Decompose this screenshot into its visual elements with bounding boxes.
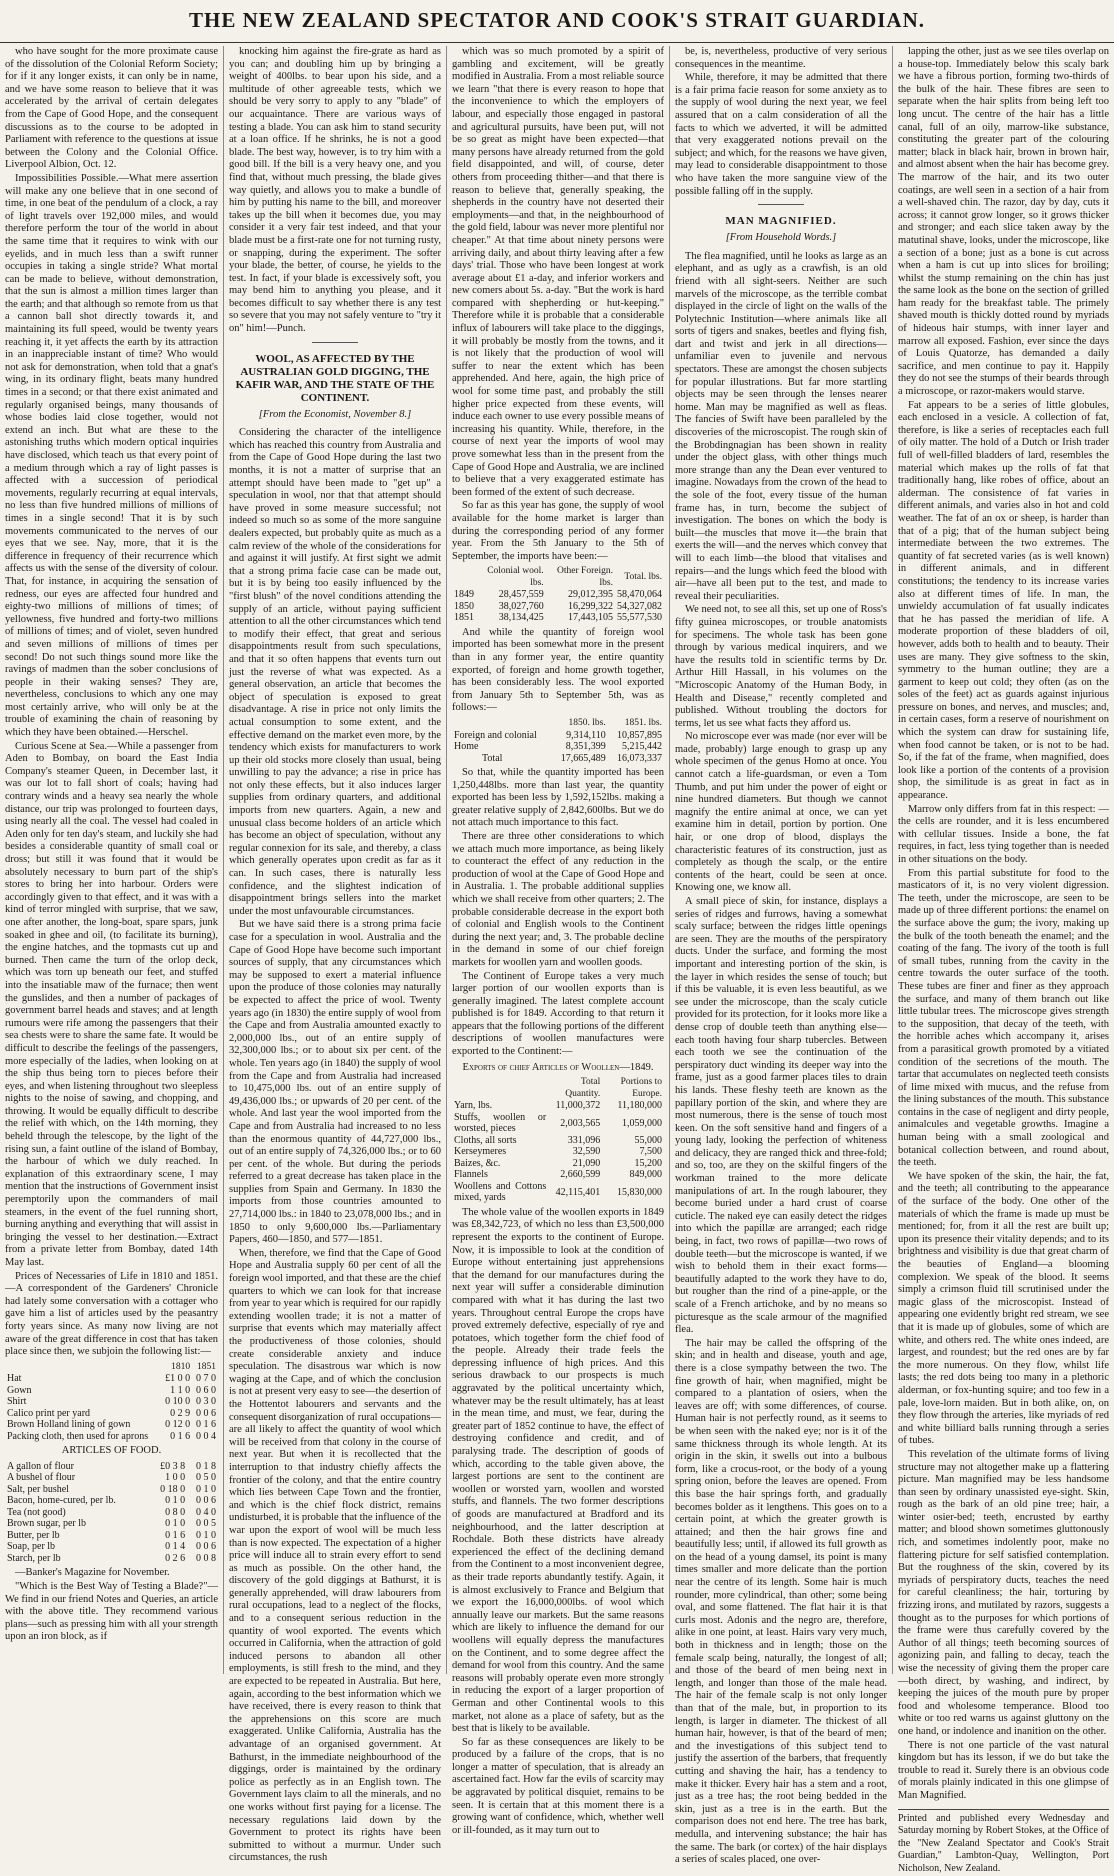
- food-prices-table: [5, 1461, 218, 1565]
- paragraph: So far as this year has gone, the supply of wool available for the home market is larger than during the corresponding period of any former year. From the 5th January to the 5th of September, the imports have been:—: [452, 500, 664, 562]
- table-row: Flannels 2,660,599 849,000: [454, 1169, 662, 1181]
- paragraph: So that, while the quantity imported has been 1,250,448lbs. more than last year, the quantity exported has been less by 1,592,152lbs. making a greater relative supply of 2,842,600lbs. But we do not attach much importance to this fact.: [452, 767, 664, 829]
- paragraph: Considering the character of the intelligence which has reached this country from Australia and from the Cape of Good Hope during the last two months, it is not a matter of surprise that an attempt should have been made to "get up" a speculation in wool, nor that that attempt should have proved in some measure successful; not indeed so much so as some of the more sanguine dealers expected, but probably quite as much as a calm review of the whole of the considerations for and against it will justify. At first sight we admit that a strong prima facie case can be made out, but it is by being too easily influenced by the "first blush" of the novel conditions attending the supply of an article, without paying sufficient attention to all the other circumstances which tend to modify their effect, that great and serious disappointments result from such speculations, and that it so often happens that events turn out just the reverse of what was expected. As a general observation, an article that becomes the object of speculation is exposed to great disadvantage. A rise in price not only limits the actual consumption to some extent, and the effective demand on the market even more, by the tendency which exists for manufacturers to work up their old stocks more closely than usual, being unwilling to pay the advance; a rise in price has not only these effects, but it also induces larger supplies from ordinary quarters, and additional imports from new quarters. Again, a new and unusual class become holders of an article which has become an object of speculation, without any regular connexion for its sale, and thereby, a class which generally operates upon credit as far as it can. In such cases, there is naturally less confidence, and the slightest indication of disappointment brings sellers into the market under the most unfavourable circumstances.: [229, 427, 441, 917]
- exports-table: 1850. lbs. 1851. lbs. Foreign and colonial 9,314,110 10,857,895 Home 8,351,399 5,215,442 Total 17,665,489 16,073,337: [454, 718, 662, 764]
- table-row: A bushel of flour 1 0 0 0 5 0: [7, 1472, 216, 1484]
- article-heading: WOOL, AS AFFECTED BY THE AUSTRALIAN GOLD DIGGING, THE KAFIR WAR, AND THE STATE OF THE CONTINENT.: [235, 352, 435, 404]
- table-row: 1850 38,027,760 16,299,322 54,327,082: [454, 600, 662, 612]
- paragraph: And while the quantity of foreign wool imported has been somewhat more in the present than in any former year, the entire quantity exported, of foreign and home growth together, has been considerably less. The wool exported from January 5th to September 5th, was as follows:—: [452, 626, 664, 714]
- imports-table: Colonial wool. lbs. Other Foreign. lbs. Total. lbs. 1849 28,457,559 29,012,395 58,470,064 1850 38,027,760 16,299,322 54,327,082 1851 38,134,425 17,443,105 55,577,530: [454, 566, 662, 624]
- columns: [0, 46, 1114, 1874]
- prices-table: [5, 1362, 218, 1443]
- paragraph: So far as these consequences are likely to be produced by a failure of the crops, that is no longer a matter of speculation, that is already an ascertained fact. How far the evils of scarcity may be aggravated by political disquiet, remains to be seen. It is certain that at this moment there is a growing want of confidence, which, whether well or ill-founded, as it may turn out to: [452, 1736, 664, 1836]
- table-row: Home 8,351,399 5,215,442: [454, 741, 662, 752]
- column-2: [223, 46, 446, 1864]
- paragraph: Curious Scene at Sea.—While a passenger from Aden to Bombay, on board the East India Company's steamer Queen, in December last, it was our lot to fall short of coals; having had contrary winds and a heavy sea nearly the whole distance, our trip was prolonged to fourteen days, using nearly all the coal. The vessel had coaled in Aden only for ten day's steam, and luckily she had besides a considerable quantity of small coal or dross; but still it was found that it would be absolutely necessary to burn part of the ship's stores to bring her into harbour. Orders were accordingly given to that effect, and it was with a kind of terror mingled with surprise, that we saw, one after another, the long-boat, spare spars, junk soaked in ghee and oil, (to facilitate its burning), the engine hatches, and the topmasts cut up and burned. Then came the turn of the orlop deck, which was torn up beneath our feet, and stuffed into the insatiable maw of the furnace; then went the gunslides, and then a number of packages of government barrel heads and staves; and at length rumours were rife among the passengers that their sea chests were to share the same fate. It would be difficult to describe the feelings of the passengers, more especially of the ladies, when looking on at the ship thus being torn to pieces before their eyes, and when listening throughout two sleepless nights to the noise of sawing, and chopping, and throwing. It would be equally difficult to describe the relief with which, on the 14th morning, they beheld through the telescope, by the light of the rising sun, a faint outline of the island of Bombay, the harbour of which we duly reached. In explanation of this extraordinary scene, I may mention that the instructions of Government insist peremptorily upon the commanders of mail steamers, in the event of the fuel running short, burning anything and everything that will assist in bringing the vessel to her destination.—Extract from a private letter from Bombay, dated 14th May last.: [5, 740, 218, 1268]
- divider: [312, 342, 358, 343]
- table-row: Brown Holland lining of gown 0 12 0 0 1 6: [7, 1419, 216, 1431]
- table-row: 1851 38,134,425 17,443,105 55,577,530: [454, 612, 662, 624]
- table-row: Stuffs, woollen or worsted, pieces 2,003,565 1,059,000: [454, 1111, 662, 1135]
- paragraph: There are three other considerations to which we attach much more importance, as being likely to counteract the effect of any reduction in the production of wool at the Cape of Good Hope and in Australia. 1. The probable additional supplies which we shall receive from other quarters; 2. The probable considerable decrease in the export both of colonial and English wools to the Continent during the next year; and, 3. The probable decline in the demand in some of our chief foreign markets for woollen yarn and woollen goods.: [452, 830, 664, 968]
- paragraph: Fat appears to be a series of little globules, each enclosed in a vesicle. A collection of fat, therefore, is like a series of receptacles each full of oily matter. The hold of a Dutch or Irish trader full of well-filled bladders of lard, resembles the material which makes up the rolls of fat that traditionally hang, like robes of office, about an alderman. The consistence of fat varies in different animals, and varies also in hot and cold weather. The fat of an ox or sheep, is harder than that of a pig; that of the human subject being intermediate between the two extremes. The quantity of fat secreted varies (as is well known) in different animals, and in different constitutions; the tendency to its increase varies also at different times of life. In man, the unwieldy accumulation of fat usually indicates that he has passed the meridian of life. A moderate proportion of these bladders of oil, however, adds both to health and to beauty. Their uses are many. They give softness to the skin, symmetry to the human outline; they are a garment to keep out cold; they often (as on the soles of the feet) act as guards against injurious pressure on bones, and nerves, and muscles; and, in certain cases, form a reserve of nourishment on which the system can draw for sustaining life, when food cannot be taken, or is not to be had. So, if the fat of the frame, when magnified, does look like a portion of the contents of a provision shop, the similitude is as great in fact as in appearance.: [898, 399, 1109, 802]
- table-row: Bacon, home-cured, per lb. 0 1 0 0 0 6: [7, 1495, 216, 1507]
- paragraph: We need not, to see all this, set up one of Ross's fifty guinea microscopes, or trouble anatomists for specimens. The whole task has been gone through by various medical inquirers, and we have the results told in scientific terms by Dr. Arthur Hill Hassall, in his volumes on the "Microscopic Anatomy of the Human Body, in Health and Disease," recently completed and published. Without troubling the doctors for terms, let us see what facts they afford us.: [675, 604, 887, 729]
- imprint: Printed and published every Wednesday and Saturday morning by Robert Stokes, at the Office of the "New Zealand Spectator and Cook's Strait Guardian," Lambton-Quay, Wellington, Port Nicholson, New Zealand.: [898, 1809, 1109, 1876]
- paragraph: "Which is the Best Way of Testing a Blade?"—We find in our friend Notes and Queries, an article with the above title. They recommend various plans—such as pressing him with all your strength upon an iron block, as if: [5, 1580, 218, 1643]
- table-row: Hat £1 0 0 0 7 0: [7, 1373, 216, 1385]
- paragraph: The Continent of Europe takes a very much larger portion of our woollen exports than is generally imagined. The latest complete account published is for 1849. According to that return it appears that the following portions of the different descriptions of woollen manufactures were exported to the Continent:—: [452, 970, 664, 1058]
- paragraph: Prices of Necessaries of Life in 1810 and 1851.—A correspondent of the Gardeners' Chronicle had lately some conversation with a cottager who gave him a list of articles used by the peasantry forty years since. As many now living are not aware of the great difference in cost that has taken place since then, we subjoin the following list:—: [5, 1270, 218, 1358]
- paragraph: While, therefore, it may be admitted that there is a fair prima facie reason for some anxiety as to the supply of wool during the next year, we feel assured that on a calm consideration of all the facts to which we adverted, it will be admitted that very exaggerated notions prevail on the subject; and which, for the reasons we have given, may lead to considerable disappointment to those who have taken the more sanguine view of the possible falling off in the supply.: [675, 72, 887, 197]
- table-row: Butter, per lb 0 1 6 0 1 0: [7, 1529, 216, 1541]
- table-row: Baizes, &c. 21,090 15,200: [454, 1157, 662, 1169]
- paragraph: knocking him against the fire-grate as hard as you can; and doubling him up by bringing a weight of 400lbs. to bear upon his side, and a multitude of other agreeable tests, which we should be very sorry to apply to any "blade" of our acquaintance. There are various ways of testing a blade. You can ask him to stand security at a loan office. If he shrinks, he is not a good blade. The best way, however, is to try him with a good bill. If the bill is a very heavy one, and you find that, without much pressing, the blade gives way quietly, and allows you to make a bundle of him by putting his name to the bill, and moreover takes up the bill when it becomes due, you may consider it a very fair test indeed, and that your blade must be a first-rate one for not turning rusty, or snapping, during the experiment. The softer your blade, the better, of course, he yields to the test. In fact, if your blade is excessively soft, you may bend him to anything you please, and it becomes difficult to say whether there is any test so severe that you may not safely venture to "try it on" him!—Punch.: [229, 46, 441, 335]
- paragraph: The hair may be called the offspring of the skin; and in health and disease, youth and age, there is a close sympathy between the two. The fine growth of hair, when magnified, might be compared to a plantation of osiers, when the leaves are off; with some differences, of course. Human hair is not perfectly round, as it seems to be when seen with the naked eye; nor is it of the same thickness through its whole length. At its origin in the skin, it swells out into a bulbous form, like a crocus-root, or the body of a young spring onion, before the leaves are opened. From this base the hair springs forth, and gradually becomes bolder as it lengthens. This goes on to a certain point, at which the greater growth is attained; and then the hair grows fine and beautifully less; until, if allowed its full growth as on the head of a young damsel, its point is many times smaller and more delicate than the portion near the centre of its length. Some hair is much rounder, more cylindrical, than other; some being oval, and some flattened. The flat hair it is that curls most. Adonis and the negro are, therefore, alike in one point, at least. Hairs vary very much, both in thickness and in length; those on the female scalp being, naturally, the longest of all; and those of the beard of men being next in length, and longer than those of the male head. The hair of the female scalp is not only longer than that of the male, but, in proportion to its length, is larger in diameter. The thickest of all human hair, however, is that of the beard of men; and the investigations of this subject tend to justify the assertion of the barbers, that frequently cutting and shaving the hair, has a tendency to make it thicker. Every hair has a stem and a root, just as a tree has; the root being bedded in the skin, just as a tree is in the earth. But the comparison does not end here. The tree has bark, medulla, and intervening substance; the hair has the same. The bark (or cortex) of the hair displays a series of scales placed, one over-: [675, 1337, 887, 1866]
- paragraph: From this partial substitute for food to the masticators of it, is no very violent digression. The teeth, under the microscope, are seen to be made up of three different portions: the enamel on the surface above the gum; the ivory, making up the bulk of the tooth beneath the enamel; and the coating of the fang. The ivory of the tooth is full of small tubes, running from the cavity in the centre towards the outer surface of the tooth. These tubes are finer and finer as they approach the surface, and many of them branch out like little tubular trees. The microscope gives strength to the supposition, that decay of the teeth, with the horrible aches which accompany it, arises from a parasitical growth promoted by a vitiated condition of the secretions of the mouth. The tartar that accumulates on neglected teeth consists of lime mixed with mucus, and the refuse from the lining substances of the mouth. This substance contains in the case of negligent and dirty people, animalcules and vegetable growths. Imagine a human being with a small zoological and botanical collection between, and round about, the teeth.: [898, 867, 1109, 1169]
- table-row: Yarn, lbs. 11,000,372 11,180,000: [454, 1100, 662, 1112]
- article-source: [From the Economist, November 8.]: [258, 408, 412, 420]
- table-row: Calico print per yard 0 2 9 0 0 6: [7, 1407, 216, 1419]
- divider: [758, 204, 804, 205]
- paragraph: The whole value of the woollen exports in 1849 was £8,342,723, of which no less than £3,500,000 represent the exports to the continent of Europe. Now, it is impossible to look at the condition of Europe without entertaining just apprehensions that the demand for our manufactures during the next year will suffer a considerable diminution compared with what it has during the last two years. Throughout central Europe the crops have proved extremely defective, especially of rye and potatoes, which together form the chief food of the people. Already their trade feels the depressing influence of high prices. And this serious drawback to our prospects is much aggravated by the political uncertainty which, whatever may be the result ultimately, has at least in the mean time, and must, we fear, during the greater part of 1852 continue to have, the effect of destroying confidence and credit, and of paralysing trade. The description of goods of which, according to the table given above, the largest portions are sent to the continent are woollen or worsted yarn, woollen and worsted stuffs, and flannels. The two former descriptions of goods are manufactured at Bradford and its neighbourhood, and the latter description at Rochdale. Both these districts have already experienced the effect of the declining demand from the Continent to a most inconvenient degree, as their trade reports abundantly testify. Again, it is almost exclusively to France and Belgium that we export the 16,000,000lbs. of wool which annually leave our markets. But the same reasons which are likely to influence the demand for our woollens will equally depress the manufactures on the Continent, and to some degree affect the demand for wool from this country. And the same reasons will probably operate even more strongly in reducing the export of a larger proportion of German and other Continental wools to this market, not alone as a place of safety, but as the best that is likely to be available.: [452, 1206, 664, 1735]
- column-3: [446, 46, 669, 1836]
- table-row: Kerseymeres 32,590 7,500: [454, 1146, 662, 1158]
- table-row: Gown 1 1 0 0 6 0: [7, 1384, 216, 1396]
- table-row: Starch, per lb 0 2 6 0 0 8: [7, 1552, 216, 1564]
- year-header: 1810: [171, 1361, 191, 1372]
- woollen-exports-table: Total Quantity. Portions to Europe. Yarn, lbs. 11,000,372 11,180,000 Stuffs, woollen or worsted, pieces 2,003,565 1,059,000 Cloths, all sorts 331,096 55,000 Kerseymeres 32,590 7,500 Baizes, &c. 21,090 15,200 Flannels 2,660,599 849,000 Woollens and Cottons mixed, yards 42,115,401 15,830,000: [454, 1077, 662, 1204]
- paragraph: who have sought for the more proximate cause of the dissolution of the Colonial Reform Society; for if it any longer exists, it can only be in name, and we have some reason to believe that it was accelerated by the arrival of certain delegates from the Cape of Good Hope, and the consequent discussions as to the course to be adopted in Parliament with reference to the questions at issue between the Colony and the Colonial Office. Liverpool Albion, Oct. 12.: [5, 46, 218, 171]
- column-4: [669, 46, 892, 1866]
- table-row: Salt, per bushel 0 18 0 0 1 0: [7, 1483, 216, 1495]
- table-row: Brown sugar, per lb 0 1 0 0 0 5: [7, 1518, 216, 1530]
- table-row: Packing cloth, then used for aprons 0 1 6 0 0 4: [7, 1430, 216, 1442]
- paragraph: There is not one particle of the vast natural kingdom but has its lesson, if we do but take the trouble to read it. Surely there is an obvious code of morals plainly indicated in this one glimpse of Man Magnified.: [898, 1739, 1109, 1801]
- paragraph: Impossibilities Possible.—What mere assertion will make any one believe that in one second of time, in one beat of the pendulum of a clock, a ray of light travels over 192,000 miles, and would therefore perform the tour of the world in about the same time that it requires to wink with our eyelids, and in much less than a swift runner occupies in taking a single stride? What mortal can be made to believe, without demonstration, that the sun is almost a million times larger than the earth; and that although so remote from us that a cannon ball shot directly towards it, and maintaining its full speed, would be twenty years reaching it, it yet affects the earth by its attraction in an inappreciable instant of time? Who would not ask for demonstration, when told that a gnat's wing, in its ordinary flight, beats many hundred times in a second; or that there exist animated and regularly organised beings, many thousands of whose bodies laid close together, would not extend an inch. But what are these to the astonishing truths which modern optical inquiries have disclosed, which teach us that every point of a medium through which a ray of light passes is affected with a succession of periodical movements, regularly recurring at equal intervals, no less than five hundred millions of millions of times in a single second! That it is by such movements communicated to the nerves of our eyes that we see. Nay, more, that it is the difference in frequency of their recurrence which affects us with the sense of the diversity of colour. That, for instance, in acquiring the sensation of redness, our eyes are affected four hundred and eighty-two millions of millions of times; of yellowness, five hundred and forty-two millions of millions of times; and of violet, seven hundred and seven millions of millions of times per second! Do not such things sound more like the ravings of madmen than the sober conclusions of people in their waking senses? They are, nevertheless, conclusions to which any one may most certainly arrive, who will only be at the trouble of examining the chain of reasoning by which they have been obtained.—Herschel.: [5, 172, 218, 739]
- table-row: Cloths, all sorts 331,096 55,000: [454, 1134, 662, 1146]
- column-5: [892, 46, 1114, 1874]
- paragraph: lapping the other, just as we see tiles overlap on a house-top. Immediately below this scaly bark we have a fibrous portion, forming two-thirds of the bulk of the hair. These fibres are seen to separate when the hair splits from being left too long uncut. The centre of the hair has a little canal, full of an oily, marrow-like substance, constituting the greater part of the colouring matter; black in black hair, brown in brown hair, and almost absent when the hair has become grey. The marrow of the hair, and its two outer coatings, are well seen in a section of a hair from a well-shaved chin. The razor, day by day, cuts it across; it cannot grow longer, so it grows thicker and stronger; and each slice taken away by the matutinal shave, looks, under the microscope, like a section of a bone; just as a bone is cut across when a ham is cut up into slices for broiling; whilst the stump remaining on the chin has just the same look as the bone on the section of grilled ham ready for the breakfast table. The primely shaved mouth is thickly dotted round by myriads of hideous hair stumps, with inner layer and marrow all exposed. Fashion, ever since the days of Louis Quatorze, has demanded a daily sacrifice, and men continue to pay it. Happily they do not see the stumps of their beards through a microscope, or razor-makers would starve.: [898, 46, 1109, 398]
- paragraph: which was so much promoted by a spirit of gambling and excitement, will be greatly modified in Australia. From a most reliable source we learn "that there is every reason to hope that the inconvenience to which the employers of labour, and especially those engaged in pastoral and agricultural pursuits, have been put, will not be so great as might have been expected—that many persons have already returned from the gold field disappointed, and will, of course, deter others from proceeding thither—and that there is reason to believe that, generally speaking, the shepherds in the country have not deserted their employments—and that, in the neighbourhood of the gold field, labour was never more plentiful nor cheaper." At that time about ninety persons were arriving daily, and about thirty leaving after a few days' trial. Those who have been longest at work average about £1 a-day, and inferior workers and new comers about 5s. a-day. "But the work is hard compared with shepherding or hut-keeping." Therefore while it is probable that a considerable influx of labourers will take place to the diggings, it will probably be mostly from the towns, and it is not likely that the production of wool will suffer to near the extent which has been apprehended. And here, again, the high price of wool for some time past, and probably the still higher price expected from these events, will induce each owner to use every possible means of increasing his quantity. While, therefore, in the course of next year the imports of wool may prove somewhat less than in the present from the Cape of Good Hope and Australia, we are inclined to believe that a very exaggerated estimate has been formed of the extent of such decrease.: [452, 46, 664, 498]
- article-heading: MAN MAGNIFIED.: [725, 215, 837, 228]
- paragraph: When, therefore, we find that the Cape of Good Hope and Australia supply 60 per cent of all the foreign wool imported, and that these are the chief quarters to which we can look for that increase from year to year which is required for our rapidly extending woollen trade; it is not a matter of surprise that events which may materially affect the productiveness of those colonies, should create considerable anxiety and induce speculation. The disastrous war which is now waging at the Cape, and of which the conclusion is not at present very easy to see—the desertion of the Hottentot labourers and servants and the consequent disorganization of rural occupations—are all likely to affect the quantity of wool which will be received from that colony in the course of next year. But when it is recollected that the interruption to that industry chiefly affects the frontier of the colony, and that the entire country which lies between Cape Town and the frontier, and which is the chief flock district, remains undisturbed, it is probable that the influence of the war upon the export of wool will be much less than is now expected. The expectation of a higher price will induce all to strain every effort to send as much as possible. On the other hand, the discovery of the gold diggings at Bathurst, it is generally apprehended, will draw labourers from rural occupations, lead to a neglect of the flocks, and to a consequent serious reduction in the quantity of wool exported. The events which occurred in California, when the attraction of gold induced persons to abandon all other employments, is still fresh to the mind, and they are expected to be repeated in Australia. But here, again, according to the best information which we have received, there is every reason to think that the apprehensions on this score are much exaggerated. Unlike California, Australia has the advantage of an organised government. At Bathurst, in the immediate neighbourhood of the diggings, order is maintained by the ordinary police as perfectly as in an English town. The Government lays claim to all the minerals, and no one works without first paying for a license. The necessary regulations laid down by the Government to protect its rights have been submitted to without a murmur. Under such circumstances, the rush: [229, 1247, 441, 1864]
- masthead: THE NEW ZEALAND SPECTATOR AND COOK'S STRAIT GUARDIAN.: [0, 0, 1114, 43]
- paragraph: This revelation of the ultimate forms of living structure may not altogether make up a flattering picture. Man magnified may be less handsome than seen by ordinary unassisted eye-sight. Skin, rough as the bark of an old pine tree; hair, a winter osier-bed; teeth, encrusted by earthy matter; and blood shown sometimes gluttonously rich, and sometimes indolently poor, make no flattering picture for self satisfied contemplation. But the roughness of the skin, covered by its myriads of perspiratory ducts, teaches the need for careful cleanliness; the hair, torturing by frizzing irons, and mutilated by razors, suggests a thought as to the purposes for which portions of the frame were thus carefully covered by the Author of all things; teeth becoming sources of agonizing pain, and falling to decay, teach the wise the necessity of giving them the proper care—both direct, by washing, and indirect, by keeping the juices of the mouth pure by proper food and wholesome temperance. Blood too white or too red warns us against gluttony on the one hand, or indolence and inanition on the other.: [898, 1448, 1109, 1737]
- table-row: Tea (not good) 0 8 0 0 4 0: [7, 1506, 216, 1518]
- paragraph: No microscope ever was made (nor ever will be made, probably) large enough to grasp up any whole specimen of the genus Homo at once. You cannot catch a life-guardsman, or even a Tom Thumb, and put him under the power of eight or nine hundred diameters. But though we cannot magnify the entire animal at once, we can yet examine him in detail, portion by portion. One hair, or one drop of blood, displays the characteristic features of its construction, just as completely as though the scalp, or the entire contents of the heart, could be seen at once. Knowing one, we know all.: [675, 731, 887, 894]
- paragraph: But we have said there is a strong prima facie case for a speculation in wool. Australia and the Cape of Good Hope have become such important sources of supply, that any circumstances which may be supposed to exert a material influence upon the produce of those colonies may naturally be expected to affect the price of wool. Twenty years ago (in 1830) the entire supply of wool from the Cape and from Australia amounted exactly to 2,000,000 lbs., out of an entire supply of 32,300,000 lbs.; or to about six per cent. of the whole. Ten years ago (in 1840) the supply of wool from the Cape and from Australia had increased to 10,475,000 lbs. out of an entire supply of 49,436,000 lbs.; or upwards of 20 per cent. of the whole. And last year the wool imported from the Cape and from Australia had increased to no less than the enormous quantity of 44,727,000 lbs., out of an entire supply of 74,326,000 lbs.; or to 60 per cent. of the whole. But during the periods referred to a great decrease has taken place in the supplies from Spain and Germany. In 1830 the imports from those countries amounted to 27,714,000 lbs.: in 1840 to 23,078,000 lbs.; and in 1850 to only 9,600,000 lbs.—Parliamentary Papers, 460—1850, and 577—1851.: [229, 919, 441, 1246]
- paragraph: be, is, nevertheless, productive of very serious consequences in the meantime.: [675, 46, 887, 70]
- table-row: A gallon of flour £0 3 8 0 1 8: [7, 1460, 216, 1472]
- year-header: 1851: [197, 1361, 216, 1372]
- paragraph: A small piece of skin, for instance, displays a series of ridges and furrows, having a somewhat scaly surface; between the ridges little openings are seen. They are the mouths of the perspiratory ducts. Under the surface, and forming the most important and interesting portion of the skin, is the layer in which resides the sense of touch; but if this be valuable, it is even less beautiful, as we see under the microscope, than the scaly cuticle provided for its protection, for it looks more like a dense crop of double teeth than anything else—each tooth having four sharp tubercles. Between each tooth we see the continuation of the perspiratory duct winding its deeper way into the frame, just as a good farmer places tiles to drain his lands. These fleshy teeth are known as the papillary portion of the skin, and where they are most numerous, there is the sense of touch most keen. On the soft sensitive hand and fingers of a young lady, looking the perfection of whiteness and delicacy, they are ranged thick and three-fold; and so, too, are they on the skilful fingers of the workman trained to the more delicate manipulations of art. In the rough labourer, they become buried under a hard crust of coarse cuticle. The naked eye can easily detect the ridges into which the papillæ are arranged; each ridge being, in fact, two rows of papillæ—two rows of double teeth—but the microscope is wanted, if we wish to behold them in their exact forms—beautifully adapted to the work they have to do, but rougher than the rind of a pine-apple, or the scale of a French artichoke, and by no means so picturesque as the scale armour of the magnified flea.: [675, 896, 887, 1336]
- table-source: —Banker's Magazine for November.: [15, 1567, 170, 1579]
- article-source: [From Household Words.]: [725, 232, 837, 244]
- table-row: Shirt 0 10 0 0 3 0: [7, 1396, 216, 1408]
- paragraph: Marrow only differs from fat in this respect: —the cells are rounder, and it is less encumbered with cellular tissues. Inside a bone, the fat requires, in fact, less tying together than is needed in other situations on the body.: [898, 803, 1109, 865]
- table-row: Soap, per lb 0 1 4 0 0 6: [7, 1541, 216, 1553]
- table-row: Foreign and colonial 9,314,110 10,857,895: [454, 729, 662, 741]
- column-1: [0, 46, 223, 1674]
- table-total-row: Total 17,665,489 16,073,337: [482, 752, 662, 764]
- table-title: Exports of chief Articles of Woollen—1849.: [462, 1061, 654, 1073]
- paragraph: The flea magnified, until he looks as large as an elephant, and as ugly as a crawfish, is an old friend with all sight-seers. Neither are such marvels of the microscope, as the terrible combat displayed in the circle of light on the walls of the Polytechnic Institution—where animals like all sorts of tigers and snakes, beetles and flying fish, dart and twist and jerk in all directions—unfamiliar even to juvenile and nervous spectators. These are amongst the chosen subjects for popular illustrations. But far more startling objects may be seen through the lenses nearer home. Man may be magnified as well as fleas. The fancies of Swift have been paralleled by the discoveries of the microscopist. The rough skin of the Brobdingnagian has been shown in reality under the object glass, with other things much more strange than any the Dean ever ventured to imagine. Nowadays from the crown of the head to the sole of the foot, every tissue of the human frame has, in turn, become the subject of investigation. The bones on which the body is built—the muscles that move it—the brain that exerts the will—and the nerves which convey that will to each limb—the blood that vitalises and repairs—and the lungs which feed the blood with air—have all been put to the test, and made to reveal their peculiarities.: [675, 250, 887, 602]
- table-row: Woollens and Cottons mixed, yards 42,115,401 15,830,000: [454, 1180, 662, 1204]
- paragraph: We have spoken of the skin, the hair, the fat, and the teeth; all contributing to the appearance of the surface of the body. One other of the materials of which the frame is made up must be mentioned; for, from it all the rest are built up; upon its presence their vitality depends; and to its brightness and visibility is due that great charm of the beauties of England—a blooming complexion. We speak of the blood. It seems simply a crimson fluid till scrutinised under the magic glass of the microscopist. Instead of appearing one evidently bright red stream, we see that it is made up of globules, some of which are white, and others red. The white ones indeed, are largest, and roundest; but the red ones are by far the more numerous. On they flow, whilst life lasts; the red dots being too many in a plethoric alderman, or fox-hunting squire; and too few in a pale, love-lorn maiden. But in both alike, on, on they flow through the arteries, like myriads of red and white billiard balls running through a series of tubes.: [898, 1170, 1109, 1447]
- food-heading: ARTICLES OF FOOD.: [61, 1445, 162, 1457]
- table-row: 1849 28,457,559 29,012,395 58,470,064: [454, 589, 662, 601]
